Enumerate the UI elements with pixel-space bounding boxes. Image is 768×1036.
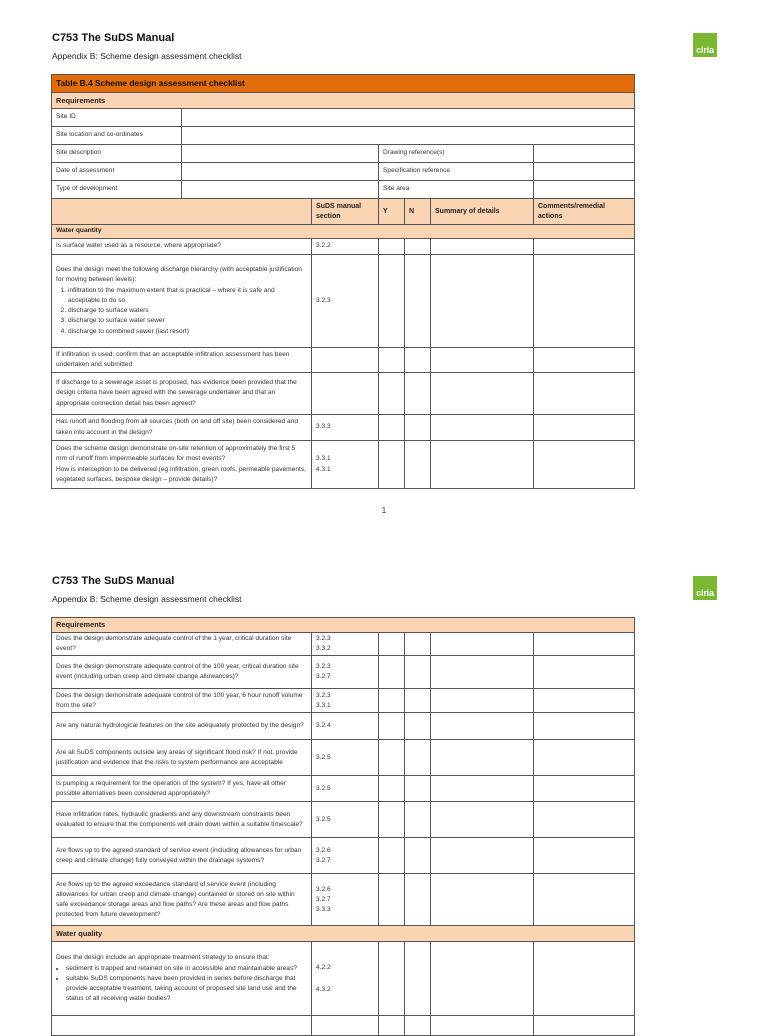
summary-cell[interactable] <box>431 441 534 489</box>
type-of-development-value[interactable] <box>182 181 379 199</box>
no-cell[interactable] <box>405 1016 431 1036</box>
requirement-text: Does the design demonstrate adequate control of the 100 year, critical duration site event (including urban creep and climate change allowances)? <box>52 656 312 689</box>
ref-line: 3.2.7 <box>316 856 331 864</box>
yes-cell[interactable] <box>379 838 405 874</box>
ref-line: 4.2.2 <box>316 963 331 971</box>
comments-cell[interactable] <box>534 348 635 373</box>
list-item: 1. infiltration to the maximum extent that is practical – where it is safe and acceptable to do so <box>68 286 307 306</box>
comments-cell[interactable] <box>534 740 635 776</box>
yes-cell[interactable] <box>379 874 405 926</box>
requirement-intro: Does the design include an appropriate treatment strategy to ensure that: <box>56 954 270 962</box>
no-cell[interactable] <box>405 633 431 656</box>
ref-spacer <box>316 973 374 985</box>
comments-cell[interactable] <box>534 689 635 713</box>
manual-section-ref <box>312 373 379 415</box>
column-header-summary: Summary of details <box>431 199 534 225</box>
summary-cell[interactable] <box>431 633 534 656</box>
manual-section-ref: 3.2.2 <box>312 239 379 255</box>
document-title: C753 The SuDS Manual <box>52 575 175 587</box>
list-item: 4. discharge to combined sewer (last resort) <box>68 327 307 337</box>
comments-cell[interactable] <box>534 874 635 926</box>
yes-cell[interactable] <box>379 373 405 415</box>
manual-section-ref <box>312 689 379 713</box>
yes-cell[interactable] <box>379 656 405 689</box>
column-header-y: Y <box>379 199 405 225</box>
yes-cell[interactable] <box>379 942 405 1016</box>
ciria-logo: ciria <box>693 33 717 57</box>
site-id-label: Site ID <box>52 109 182 127</box>
column-header-comments: Comments/remedial actions <box>534 199 635 225</box>
site-area-value[interactable] <box>534 181 635 199</box>
ref-line: 4.3.1 <box>316 465 331 473</box>
summary-cell[interactable] <box>431 740 534 776</box>
no-cell[interactable] <box>405 348 431 373</box>
ref-line: 3.3.1 <box>316 701 331 709</box>
specification-reference-label: Specification reference <box>379 163 534 181</box>
table-row <box>52 415 635 441</box>
requirement-text: Have infiltration rates, hydraulic gradients and any downstream constraints been evaluated to ensure that the components will drain down within a suitable timescale? <box>52 802 312 838</box>
ref-line: 3.3.2 <box>316 645 331 653</box>
summary-cell[interactable] <box>431 415 534 441</box>
yes-cell[interactable] <box>379 776 405 802</box>
column-header-manual-section: SuDS manual section <box>312 199 379 225</box>
table-row <box>52 802 635 838</box>
manual-section-ref: 3.3.3 <box>312 415 379 441</box>
requirement-text: Are flows up to the agreed exceedance standard of service event (including allowances for urban creep and climate change) contained or stored on site within safe exceedance storage areas and flow paths? Are these areas and flow paths protected from future development? <box>52 874 312 926</box>
table-row <box>52 874 635 926</box>
no-cell[interactable] <box>405 713 431 740</box>
ref-line: 3.2.6 <box>316 885 331 893</box>
comments-cell[interactable] <box>534 239 635 255</box>
table-row <box>52 1016 635 1036</box>
no-cell[interactable] <box>405 776 431 802</box>
ref-line: 3.3.3 <box>316 906 331 914</box>
yes-cell[interactable] <box>379 348 405 373</box>
ref-line: 3.2.3 <box>316 691 331 699</box>
summary-cell[interactable] <box>431 713 534 740</box>
requirement-text <box>52 441 312 489</box>
list-item: 3. discharge to surface water sewer <box>68 316 307 326</box>
ref-line: 3.2.6 <box>316 846 331 854</box>
no-cell[interactable] <box>405 415 431 441</box>
requirement-question: Does the scheme design demonstrate on-site retention of approximately the first 5 mm of runoff from impermeable surfaces for most events? <box>56 445 296 463</box>
section-water-quantity: Water quantity <box>52 225 635 239</box>
page-number: 1 <box>381 506 387 515</box>
checklist-table-page1 <box>51 74 635 489</box>
requirement-text: Are any natural hydrological features on the site adequately protected by the design? <box>52 713 312 740</box>
requirement-text <box>52 942 312 1016</box>
no-cell[interactable] <box>405 740 431 776</box>
ref-line: 3.3.1 <box>316 455 331 463</box>
section-requirements: Requirements <box>52 93 635 109</box>
requirement-text: Does the design demonstrate adequate control of the 1 year, critical duration site event? <box>52 633 312 656</box>
summary-cell[interactable] <box>431 348 534 373</box>
no-cell[interactable] <box>405 689 431 713</box>
summary-cell[interactable] <box>431 239 534 255</box>
yes-cell[interactable] <box>379 689 405 713</box>
site-description-label: Site description <box>52 145 182 163</box>
ref-line: 3.2.7 <box>316 895 331 903</box>
requirement-text: Is surface water used as a resource, where appropriate? <box>52 239 312 255</box>
comments-cell[interactable] <box>534 373 635 415</box>
requirement-intro: Does the design meet the following discharge hierarchy (with acceptable justification for moving between levels): <box>56 266 302 284</box>
manual-section-ref: 3.2.5 <box>312 740 379 776</box>
table-row <box>52 239 635 255</box>
column-header-n: N <box>405 199 431 225</box>
manual-section-ref <box>312 838 379 874</box>
comments-cell[interactable] <box>534 415 635 441</box>
requirement-text: If infiltration is used: confirm that an acceptable infiltration assessment has been undertaken and submitted <box>52 348 312 373</box>
comments-cell[interactable] <box>534 441 635 489</box>
no-cell[interactable] <box>405 874 431 926</box>
yes-cell[interactable] <box>379 1016 405 1036</box>
ref-line: 3.2.3 <box>316 663 331 671</box>
no-cell[interactable] <box>405 373 431 415</box>
type-of-development-label: Type of development <box>52 181 182 199</box>
comments-cell[interactable] <box>534 656 635 689</box>
ref-line: 3.2.3 <box>316 635 331 642</box>
no-cell[interactable] <box>405 255 431 348</box>
section-water-quality: Water quality <box>52 926 635 942</box>
document-subtitle: Appendix B: Scheme design assessment checklist <box>52 51 242 61</box>
site-id-value[interactable] <box>182 109 635 127</box>
no-cell[interactable] <box>405 838 431 874</box>
list-item: • suitable SuDS components have been provided in series before discharge that provide acceptable treatment, taking account of proposed site land use and the status of all receiving water bodies? <box>66 974 307 1005</box>
site-location-label: Site location and co-ordinates <box>52 127 182 145</box>
drawing-reference-value[interactable] <box>534 145 635 163</box>
yes-cell[interactable] <box>379 633 405 656</box>
checklist-table-page2 <box>51 617 635 1036</box>
manual-section-ref <box>312 874 379 926</box>
comments-cell[interactable] <box>534 633 635 656</box>
ref-line: 4.3.2 <box>316 985 331 993</box>
summary-cell[interactable] <box>431 838 534 874</box>
list-item: • sediment is trapped and retained on site in accessible and maintainable areas? <box>66 964 307 974</box>
yes-cell[interactable] <box>379 415 405 441</box>
site-description-value[interactable] <box>182 145 379 163</box>
yes-cell[interactable] <box>379 802 405 838</box>
manual-section-ref <box>312 633 379 656</box>
requirement-text: Is pumping a requirement for the operation of the system? If yes, have all other possible alternatives been considered appropriately? <box>52 776 312 802</box>
yes-cell[interactable] <box>379 740 405 776</box>
document-title: C753 The SuDS Manual <box>52 32 175 44</box>
treatment-bullet-list <box>56 964 307 1005</box>
manual-section-ref: 3.2.5 <box>312 776 379 802</box>
ref-line: 3.2.7 <box>316 673 331 681</box>
summary-cell[interactable] <box>431 1016 534 1036</box>
manual-section-ref: 3.2.4 <box>312 713 379 740</box>
manual-section-ref <box>312 1016 379 1036</box>
summary-cell[interactable] <box>431 373 534 415</box>
no-cell[interactable] <box>405 239 431 255</box>
table-row <box>52 348 635 373</box>
requirement-text: If discharge to a sewerage asset is proposed, has evidence been provided that the design criteria have been agreed with the sewerage undertaker and that an appropriate connection detail has been agreed? <box>52 373 312 415</box>
no-cell[interactable] <box>405 942 431 1016</box>
no-cell[interactable] <box>405 656 431 689</box>
requirement-question: How is interception to be delivered (eg infiltration, green roofs, permeable pavements, vegetated surfaces, bespoke design – provide details)? <box>56 465 306 483</box>
comments-cell[interactable] <box>534 802 635 838</box>
requirement-text <box>52 255 312 348</box>
summary-cell[interactable] <box>431 874 534 926</box>
table-row <box>52 740 635 776</box>
manual-section-ref: 3.2.5 <box>312 802 379 838</box>
comments-cell[interactable] <box>534 838 635 874</box>
manual-section-ref: 3.2.3 <box>312 255 379 348</box>
summary-cell[interactable] <box>431 255 534 348</box>
document-subtitle: Appendix B: Scheme design assessment checklist <box>52 594 242 604</box>
summary-cell[interactable] <box>431 802 534 838</box>
yes-cell[interactable] <box>379 239 405 255</box>
summary-cell[interactable] <box>431 942 534 1016</box>
table-row <box>52 776 635 802</box>
yes-cell[interactable] <box>379 441 405 489</box>
no-cell[interactable] <box>405 441 431 489</box>
requirement-text: Has runoff and flooding from all sources (both on and off site) been considered and taken into account in the design? <box>52 415 312 441</box>
manual-section-ref <box>312 942 379 1016</box>
site-area-label: Site area <box>379 181 534 199</box>
yes-cell[interactable] <box>379 255 405 348</box>
section-requirements: Requirements <box>52 618 635 633</box>
manual-section-ref <box>312 441 379 489</box>
requirement-text <box>52 1016 312 1036</box>
yes-cell[interactable] <box>379 713 405 740</box>
ciria-logo: ciria <box>693 576 717 600</box>
table-title: Table B.4 Scheme design assessment checklist <box>52 75 635 93</box>
list-item: 2. discharge to surface waters <box>68 306 307 316</box>
site-location-value[interactable] <box>182 127 635 145</box>
manual-section-ref <box>312 656 379 689</box>
comments-cell[interactable] <box>534 942 635 1016</box>
summary-cell[interactable] <box>431 689 534 713</box>
table-row <box>52 838 635 874</box>
table-row <box>52 373 635 415</box>
column-header-blank <box>52 199 312 225</box>
table-row <box>52 633 635 656</box>
requirement-text: Are flows up to the agreed standard of service event (including allowances for urban creep and climate change) fully conveyed within the drainage systems? <box>52 838 312 874</box>
table-row <box>52 713 635 740</box>
summary-cell[interactable] <box>431 776 534 802</box>
date-of-assessment-label: Date of assessment <box>52 163 182 181</box>
manual-section-ref <box>312 348 379 373</box>
table-row <box>52 942 635 1016</box>
comments-cell[interactable] <box>534 1016 635 1036</box>
no-cell[interactable] <box>405 802 431 838</box>
table-row <box>52 689 635 713</box>
table-row <box>52 441 635 489</box>
page-2 <box>0 543 768 1024</box>
table-row <box>52 255 635 348</box>
table-row <box>52 656 635 689</box>
comments-cell[interactable] <box>534 776 635 802</box>
comments-cell[interactable] <box>534 255 635 348</box>
summary-cell[interactable] <box>431 656 534 689</box>
date-of-assessment-value[interactable] <box>182 163 379 181</box>
requirement-text: Does the design demonstrate adequate control of the 100 year, 6 hour runoff volume from the site? <box>52 689 312 713</box>
specification-reference-value[interactable] <box>534 163 635 181</box>
comments-cell[interactable] <box>534 713 635 740</box>
drawing-reference-label: Drawing reference(s) <box>379 145 534 163</box>
discharge-hierarchy-list <box>56 286 307 337</box>
requirement-text: Are all SuDS components outside any areas of significant flood risk? If not, provide justification and evidence that the risks to system performance are acceptable <box>52 740 312 776</box>
